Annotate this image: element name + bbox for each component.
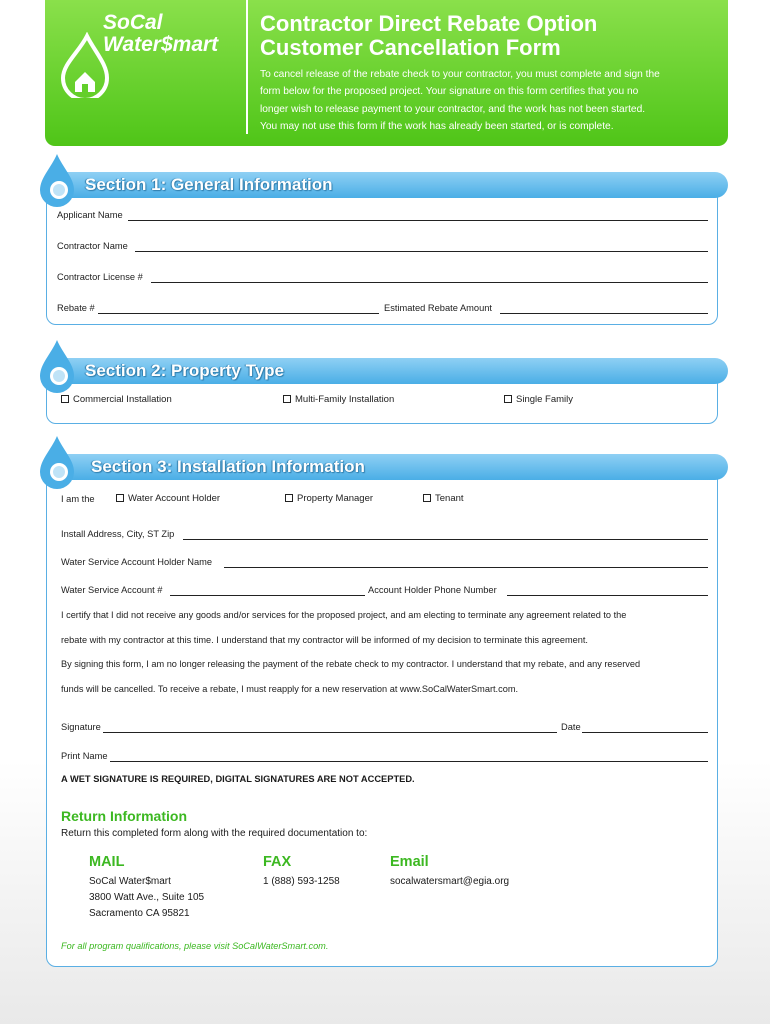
section-2-title: Section 2: Property Type	[85, 361, 285, 380]
form-header	[45, 0, 728, 146]
rebate-number-label: Rebate #	[57, 303, 95, 313]
install-address-label: Install Address, City, ST Zip	[61, 529, 175, 539]
email-address[interactable]: socalwatersmart@egia.org	[390, 876, 510, 887]
mail-line: Sacramento CA 95821	[89, 908, 190, 919]
title-line-2: Customer Cancellation Form	[260, 35, 561, 60]
rebate-number-field[interactable]	[98, 313, 379, 314]
phone-number-field[interactable]	[507, 595, 708, 596]
program-qualifications-note: For all program qualifications, please visit SoCalWaterSmart.com.	[61, 941, 329, 951]
account-holder-name-label: Water Service Account Holder Name	[61, 557, 213, 567]
checkbox-icon	[285, 494, 293, 502]
intro-line: You may not use this form if the work has already been started, or is complete.	[260, 120, 614, 132]
applicant-name-label: Applicant Name	[57, 210, 123, 220]
section-3-title: Section 3: Installation Information	[91, 457, 365, 476]
water-drop-icon	[37, 152, 77, 210]
print-name-label: Print Name	[61, 751, 108, 761]
phone-number-label: Account Holder Phone Number	[368, 585, 497, 595]
checkbox-icon	[283, 395, 291, 403]
intro-line: To cancel release of the rebate check to your contractor, you must complete and sign the	[260, 69, 660, 80]
mail-address	[89, 874, 204, 922]
checkbox-label: Single Family	[516, 394, 574, 405]
estimated-rebate-label: Estimated Rebate Amount	[384, 303, 493, 313]
certification-line: I certify that I did not receive any goods and/or services for the proposed project, and am electing to terminate any agreement related to the	[61, 610, 627, 620]
checkbox-icon	[61, 395, 69, 403]
fax-heading: FAX	[263, 854, 292, 870]
certification-line: rebate with my contractor at this time. I understand that my contractor will be informed of my decision to terminate this agreement.	[61, 634, 588, 645]
signature-label: Signature	[61, 722, 101, 732]
estimated-rebate-field[interactable]	[500, 313, 708, 314]
checkbox-icon	[116, 494, 124, 502]
checkbox-icon	[504, 395, 512, 403]
email-heading: Email	[390, 854, 429, 870]
checkbox-label: Water Account Holder	[128, 493, 221, 504]
account-number-field[interactable]	[170, 595, 365, 596]
fax-number: 1 (888) 593-1258	[263, 876, 340, 887]
water-drop-icon	[37, 338, 77, 396]
section-1-panel	[46, 180, 718, 325]
checkbox-label: Commercial Installation	[73, 394, 172, 405]
mail-line: SoCal Water$mart	[89, 876, 171, 887]
certification-line: By signing this form, I am no longer releasing the payment of the rebate check to my contractor. I understand that my rebate, and any reserved	[61, 659, 641, 669]
section-1-header	[58, 172, 728, 198]
certification-text	[61, 603, 711, 701]
section-3-header	[58, 454, 728, 480]
title-line-1: Contractor Direct Rebate Option	[260, 11, 598, 36]
install-address-field[interactable]	[183, 539, 708, 540]
section-2-header	[58, 358, 728, 384]
contractor-license-field[interactable]	[151, 282, 708, 283]
checkbox-label: Property Manager	[297, 493, 374, 504]
section-1-title: Section 1: General Information	[85, 175, 333, 194]
wet-signature-note: A WET SIGNATURE IS REQUIRED, DIGITAL SIGNATURES ARE NOT ACCEPTED.	[61, 774, 415, 784]
logo-wordmark	[103, 12, 218, 56]
mail-line: 3800 Watt Ave., Suite 105	[89, 892, 205, 903]
water-account-holder-checkbox[interactable]	[116, 493, 220, 504]
tenant-checkbox[interactable]	[423, 493, 464, 504]
account-number-label: Water Service Account #	[61, 585, 163, 595]
checkbox-label: Tenant	[435, 493, 464, 504]
logo-line-1: SoCal	[103, 11, 163, 34]
header-divider	[246, 0, 248, 134]
signature-field[interactable]	[103, 732, 557, 733]
print-name-field[interactable]	[110, 761, 708, 762]
contractor-license-label: Contractor License #	[57, 272, 143, 282]
certification-line: funds will be cancelled. To receive a rebate, I must reapply for a new reservation at www.SoCalWaterSmart.com.	[61, 683, 519, 694]
return-info-subheading: Return this completed form along with the required documentation to:	[61, 828, 368, 839]
i-am-the-label: I am the	[61, 494, 95, 504]
return-info-heading: Return Information	[61, 808, 187, 824]
water-drop-icon	[37, 434, 77, 492]
date-field[interactable]	[582, 732, 708, 733]
contractor-name-field[interactable]	[135, 251, 708, 252]
intro-line: form below for the proposed project. Your signature on this form certifies that you no	[260, 86, 639, 98]
multi-family-installation-checkbox[interactable]	[283, 394, 394, 405]
contractor-name-label: Contractor Name	[57, 241, 128, 251]
commercial-installation-checkbox[interactable]	[61, 394, 172, 405]
mail-heading: MAIL	[89, 854, 125, 870]
single-family-checkbox[interactable]	[504, 394, 573, 405]
date-label: Date	[561, 722, 581, 732]
form-title	[260, 12, 720, 60]
checkbox-icon	[423, 494, 431, 502]
applicant-name-field[interactable]	[128, 220, 708, 221]
logo-line-2: Water$mart	[103, 33, 219, 56]
property-manager-checkbox[interactable]	[285, 493, 373, 504]
account-holder-name-field[interactable]	[224, 567, 708, 568]
intro-text	[260, 66, 720, 135]
intro-line: longer wish to release payment to your contractor, and the work has not been started.	[260, 103, 646, 115]
checkbox-label: Multi-Family Installation	[295, 394, 395, 405]
